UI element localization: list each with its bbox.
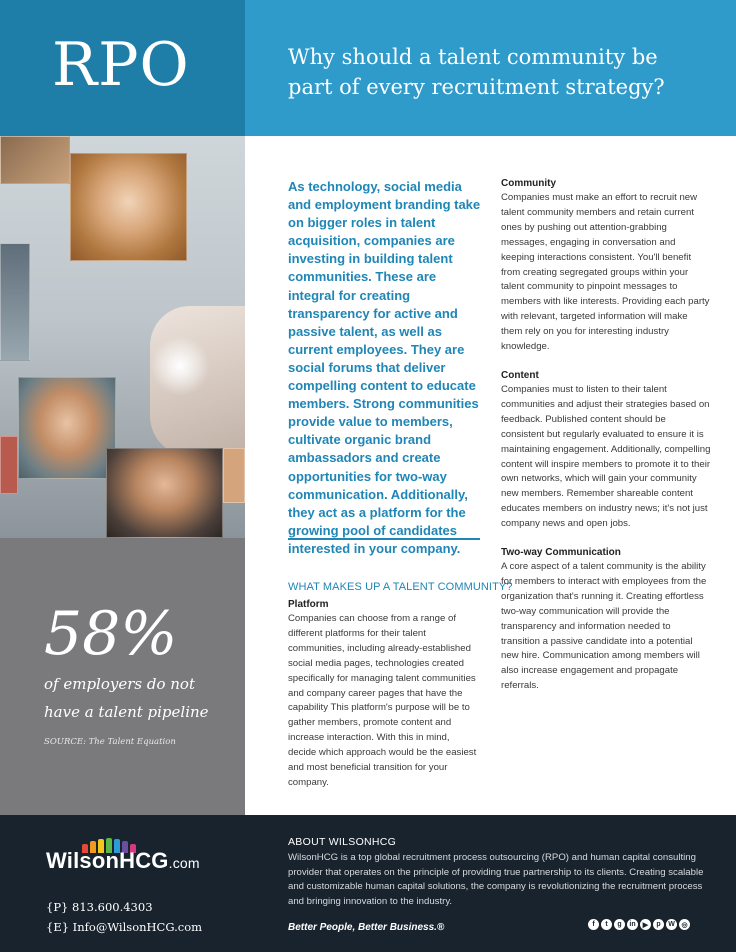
content-text: Companies must to listen to their talent communities and adjust their strategies based on feedback. Published content should be consistent but regularly evaluated to ensure it is maintaining engagement. Additionally, compelling content will inspire members to promote it to their own networks, which will gain your community new members. Remember shareable content educates members on industry news; it's not just company news and open jobs. xyxy=(501,383,711,530)
social-icons xyxy=(588,919,690,930)
content-title: Content xyxy=(501,369,539,381)
wordpress-icon[interactable]: W xyxy=(666,919,677,930)
facebook-icon[interactable]: f xyxy=(588,919,599,930)
right-column xyxy=(501,177,711,708)
community-section xyxy=(501,177,711,355)
youtube-icon[interactable]: ▶ xyxy=(640,919,651,930)
about-text: WilsonHCG is a top global recruitment process outsourcing (RPO) and human capital consulting provider that operates on the principle of providing true partnership to its clients. Creating scalable and customizable human capital solutions, the company is revolutionizing the recruitment process and bringing innovation to the industry. xyxy=(288,852,704,907)
wilsonhcg-logo[interactable] xyxy=(46,848,200,874)
photo-collage xyxy=(0,136,245,538)
photo-woman xyxy=(70,153,187,261)
pinterest-icon[interactable]: p xyxy=(653,919,664,930)
contact-phone[interactable]: {P} 813.600.4303 xyxy=(46,900,153,914)
tagline: Better People, Better Business.® xyxy=(288,922,445,933)
page-title: Why should a talent community be part of every recruitment strategy? xyxy=(288,45,665,99)
platform-section xyxy=(288,598,480,791)
logo-suffix: .com xyxy=(168,855,200,871)
logo-main: WilsonHCG xyxy=(46,848,169,873)
linkedin-icon[interactable]: in xyxy=(627,919,638,930)
stat-source: SOURCE: The Talent Equation xyxy=(44,737,176,747)
two-way-text: A core aspect of a talent community is the ability for members to interact with employees from the organization that's running it. Creating effortless two-way communication will provide the transparency and information needed to transition a passive candidate into a potential new hire. Communication among members will also increase engagement and propagate referrals. xyxy=(501,561,707,692)
community-text: Companies must make an effort to recruit new talent community members and retain current ones by pushing out attention-grabbing messages, engaging in conversation and keeping interactions consistent. You'll benefit from creating segregated groups within your talent community to pinpoint messages to members with like interests. Providing each party with relevant, targeted information will make them rely on you for interesting industry knowledge. xyxy=(501,192,710,353)
photo-tile xyxy=(223,448,245,503)
rpo-badge: RPO xyxy=(52,30,190,100)
stat-description xyxy=(44,670,234,726)
googleplus-icon[interactable]: g xyxy=(614,919,625,930)
community-title: Community xyxy=(501,178,556,189)
left-column xyxy=(288,598,480,791)
touch-glow xyxy=(150,336,210,396)
about-heading: ABOUT WILSONHCG xyxy=(288,836,397,848)
stat-line-2: have a talent pipeline xyxy=(44,703,209,721)
photo-tile xyxy=(0,136,70,184)
stat-line-1: of employers do not xyxy=(44,675,195,693)
what-makes-up-heading: WHAT MAKES UP A TALENT COMMUNITY? xyxy=(288,581,513,593)
photo-tile xyxy=(0,436,18,494)
two-way-section xyxy=(501,546,711,694)
photo-young-man xyxy=(18,377,116,479)
photo-tile xyxy=(0,243,30,361)
stat-percent: 58% xyxy=(44,599,178,669)
platform-text: Companies can choose from a range of different platforms for their talent communities, including already-established social media pages, technologies created specifically for managing talent communities and company career pages that have the capability This platform's purpose will be to gather members, promote content and increase interaction. With this in mind, decide which approach would be the easiest and most beneficial transition for your company. xyxy=(288,613,477,788)
intro-paragraph: As technology, social media and employment branding take on bigger roles in talent acquisition, companies are investing in building talent communities. These are integral for creating transparency for active and passive talent, as well as current employees. They are social forums that deliver compelling content to educate members. Strong communities provide value to members, cultivate organic brand ambassadors and create opportunities for two-way communication. Additionally, they act as a platform for the growing pool of candidates interested in your company. xyxy=(288,179,481,556)
platform-title: Platform xyxy=(288,599,329,610)
photo-businessman xyxy=(106,448,223,538)
twitter-icon[interactable]: t xyxy=(601,919,612,930)
two-way-title: Two-way Communication xyxy=(501,547,621,559)
content-section xyxy=(501,369,711,532)
instagram-icon[interactable]: ◎ xyxy=(679,919,690,930)
section-divider xyxy=(288,538,480,540)
contact-email[interactable]: {E} Info@WilsonHCG.com xyxy=(46,920,203,934)
